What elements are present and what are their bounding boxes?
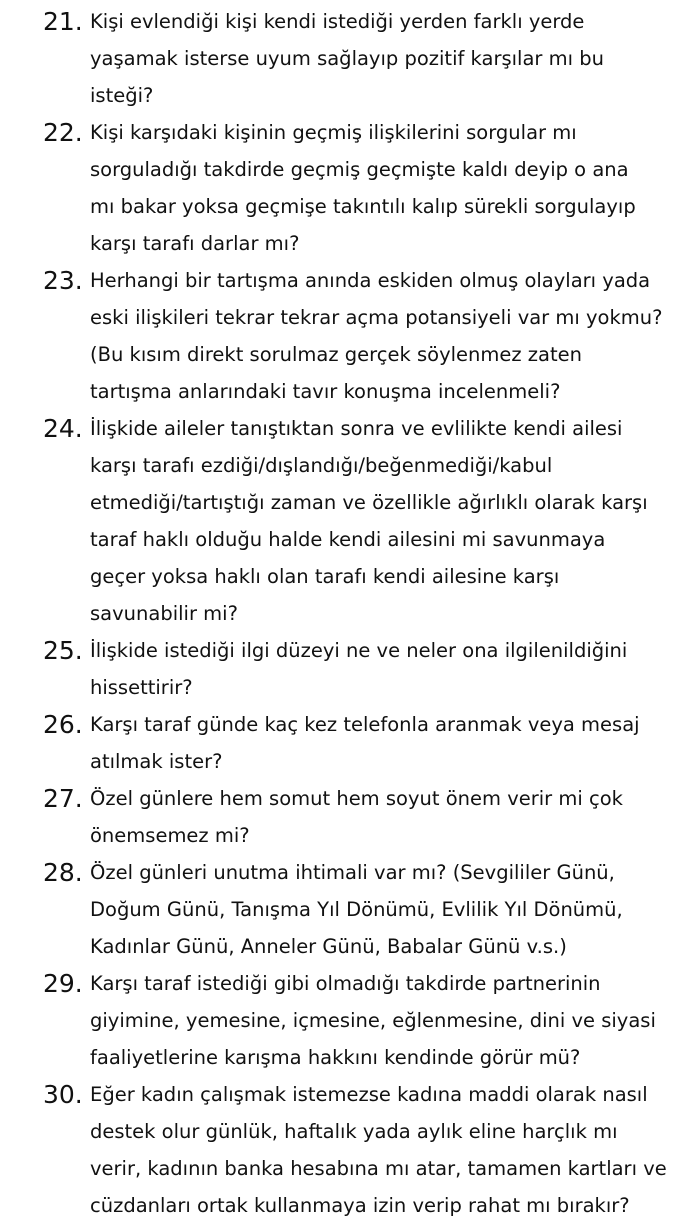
item-text: [90, 1076, 690, 1224]
text-line: etmediği/tartıştığı zaman ve özellikle ağırlıklı olarak karşı: [90, 491, 648, 514]
item-text: [90, 262, 690, 410]
text-line: Karşı taraf istediği gibi olmadığı takdirde partnerinin: [90, 972, 601, 995]
list-item-26: [0, 706, 690, 780]
text-line: Herhangi bir tartışma anında eskiden olmuş olayları yada: [90, 269, 651, 292]
item-text: [90, 3, 690, 114]
text-line: Kişi evlendiği kişi kendi istediği yerden farklı yerde: [90, 10, 585, 33]
item-number: 28.: [43, 858, 83, 887]
text-line: mı bakar yoksa geçmişe takıntılı kalıp sürekli sorgulayıp: [90, 195, 636, 218]
text-line: İlişkide istediği ilgi düzeyi ne ve neler ona ilgilenildiğini: [90, 639, 628, 662]
text-line: sorguladığı takdirde geçmiş geçmişte kaldı deyip o ana: [90, 158, 629, 181]
text-line: atılmak ister?: [90, 750, 223, 773]
item-text: [90, 965, 690, 1076]
text-line: taraf haklı olduğu halde kendi ailesini mi savunmaya: [90, 528, 606, 551]
list-item-30: [0, 1076, 690, 1224]
list-item-24: [0, 410, 690, 632]
text-line: karşı tarafı ezdiği/dışlandığı/beğenmediği/kabul: [90, 454, 553, 477]
text-line: giyimine, yemesine, içmesine, eğlenmesine, dini ve siyasi: [90, 1009, 656, 1032]
text-line: karşı tarafı darlar mı?: [90, 232, 300, 255]
text-line: Eğer kadın çalışmak istemezse kadına maddi olarak nasıl: [90, 1083, 648, 1106]
item-text: [90, 410, 690, 632]
text-line: isteği?: [90, 84, 154, 107]
item-number: 24.: [43, 414, 83, 443]
text-line: tartışma anlarındaki tavır konuşma incelenmeli?: [90, 380, 561, 403]
list-item-28: [0, 854, 690, 965]
text-line: faaliyetlerine karışma hakkını kendinde görür mü?: [90, 1046, 581, 1069]
item-text: [90, 114, 690, 262]
text-line: cüzdanları ortak kullanmaya izin verip rahat mı bırakır?: [90, 1194, 630, 1217]
list-item-29: [0, 965, 690, 1076]
item-text: [90, 854, 690, 965]
item-text: [90, 780, 690, 854]
list-item-22: [0, 114, 690, 262]
text-line: (Bu kısım direkt sorulmaz gerçek söylenmez zaten: [90, 343, 582, 366]
text-line: Özel günleri unutma ihtimali var mı? (Sevgililer Günü,: [90, 861, 615, 884]
text-line: Karşı taraf günde kaç kez telefonla aranmak veya mesaj: [90, 713, 640, 736]
item-number: 25.: [43, 636, 83, 665]
text-line: savunabilir mi?: [90, 602, 238, 625]
item-number: 27.: [43, 784, 83, 813]
item-number: 23.: [43, 266, 83, 295]
text-line: Özel günlere hem somut hem soyut önem verir mi çok: [90, 787, 623, 810]
item-number: 29.: [43, 969, 83, 998]
list-item-25: [0, 632, 690, 706]
item-number: 30.: [43, 1080, 83, 1109]
item-text: [90, 632, 690, 706]
item-text: [90, 706, 690, 780]
list-item-21: [0, 3, 690, 114]
list-item-27: [0, 780, 690, 854]
text-line: önemsemez mi?: [90, 824, 250, 847]
text-line: destek olur günlük, haftalık yada aylık eline harçlık mı: [90, 1120, 618, 1143]
text-line: verir, kadının banka hesabına mı atar, tamamen kartları ve: [90, 1157, 667, 1180]
item-number: 22.: [43, 118, 83, 147]
text-line: Kişi karşıdaki kişinin geçmiş ilişkilerini sorgular mı: [90, 121, 577, 144]
list-item-23: [0, 262, 690, 410]
text-line: hissettirir?: [90, 676, 193, 699]
text-line: eski ilişkileri tekrar tekrar açma potansiyeli var mı yokmu?: [90, 306, 663, 329]
text-line: Doğum Günü, Tanışma Yıl Dönümü, Evlilik Yıl Dönümü,: [90, 898, 623, 921]
item-number: 26.: [43, 710, 83, 739]
item-number: 21.: [43, 7, 83, 36]
text-line: geçer yoksa haklı olan tarafı kendi ailesine karşı: [90, 565, 560, 588]
text-line: Kadınlar Günü, Anneler Günü, Babalar Günü v.s.): [90, 935, 567, 958]
text-line: İlişkide aileler tanıştıktan sonra ve evlilikte kendi ailesi: [90, 417, 623, 440]
text-line: yaşamak isterse uyum sağlayıp pozitif karşılar mı bu: [90, 47, 604, 70]
